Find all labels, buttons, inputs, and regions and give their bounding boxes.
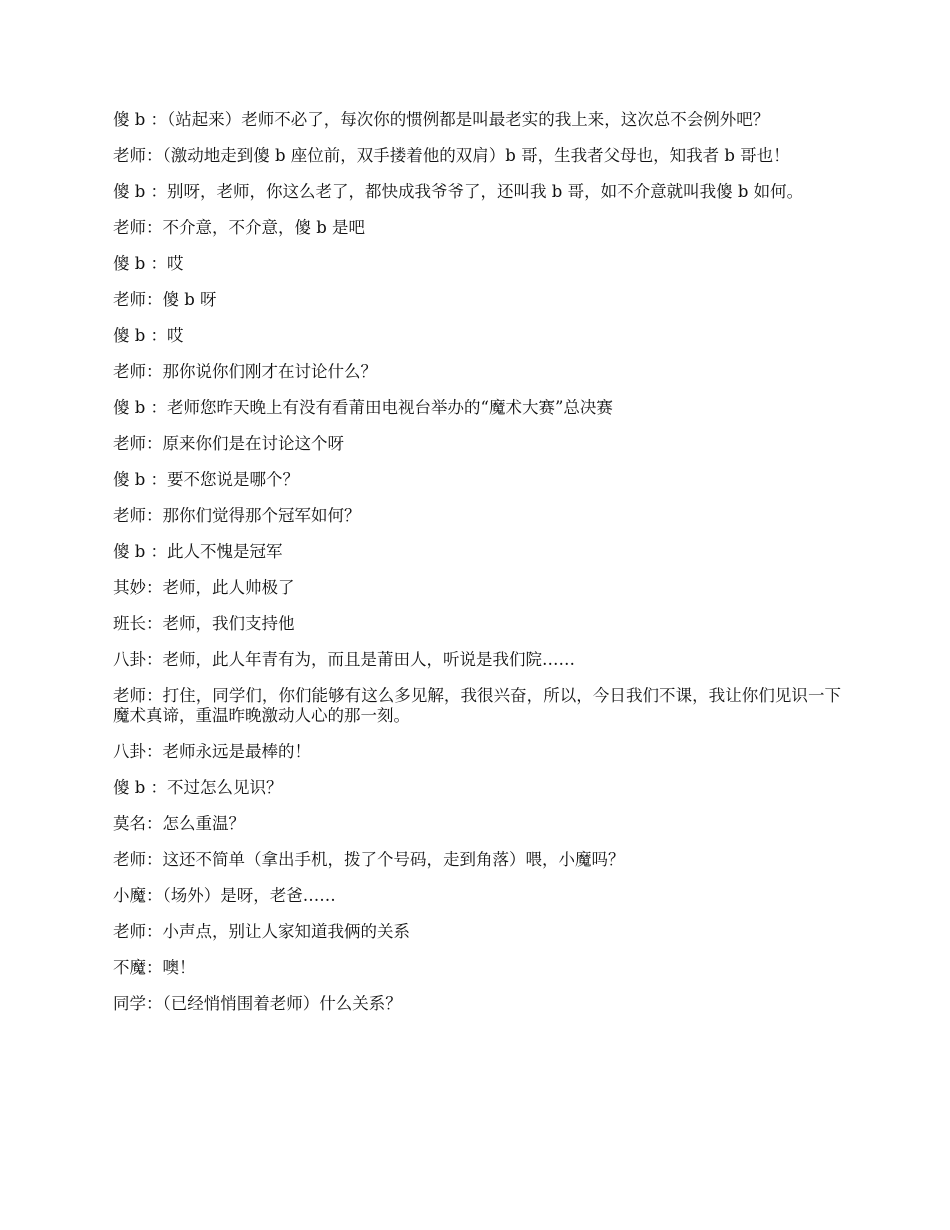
dialogue-line-19: 傻 b ：不过怎么见识？ [113,778,283,797]
dialogue-line-25: 同学：（已经悄悄围着老师）什么关系？ [113,994,402,1013]
dialogue-line-10: 老师：原来你们是在讨论这个呀 [113,434,344,453]
dialogue-line-16: 八卦：老师，此人年青有为，而且是莆田人，听说是我们院…… [113,650,575,669]
dialogue-line-6: 老师：傻 b 呀 [113,290,217,309]
dialogue-line-13: 傻 b ：此人不愧是冠军 [113,542,283,561]
dialogue-body [113,110,841,1030]
dialogue-line-18: 八卦：老师永远是最棒的！ [113,742,311,761]
dialogue-line-14: 其妙：老师，此人帅极了 [113,578,295,597]
dialogue-line-2: 老师：（激动地走到傻 b 座位前，双手搂着他的双肩）b 哥，生我者父母也，知我者 b 哥也！ [113,146,790,165]
dialogue-line-3: 傻 b ：别呀，老师，你这么老了，都快成我爷爷了，还叫我 b 哥，如不介意就叫我傻 b 如何。 [113,182,804,201]
dialogue-line-12: 老师：那你们觉得那个冠军如何？ [113,506,361,525]
dialogue-line-17: 老师：打住，同学们，你们能够有这么多见解，我很兴奋，所以，今日我们不课，我让你们见识一下魔术真谛，重温昨晚激动人心的那一刻。 [113,686,841,725]
dialogue-line-20: 莫名：怎么重温？ [113,814,245,833]
dialogue-line-21: 老师：这还不简单（拿出手机，拨了个号码，走到角落）喂，小魔吗？ [113,850,625,869]
dialogue-line-9: 傻 b ：老师您昨天晚上有没有看莆田电视台举办的“魔术大赛”总决赛 [113,398,613,417]
dialogue-line-15: 班长：老师，我们支持他 [113,614,295,633]
dialogue-line-23: 老师：小声点，别让人家知道我俩的关系 [113,922,410,941]
dialogue-line-24: 不魔：噢！ [113,958,196,977]
dialogue-line-7: 傻 b ：哎 [113,326,184,345]
dialogue-line-4: 老师：不介意，不介意，傻 b 是吧 [113,218,366,237]
dialogue-line-5: 傻 b ：哎 [113,254,184,273]
dialogue-line-1: 傻 b ：（站起来）老师不必了，每次你的惯例都是叫最老实的我上来，这次总不会例外吧？ [113,110,770,129]
dialogue-line-8: 老师：那你说你们刚才在讨论什么？ [113,362,377,381]
dialogue-line-22: 小魔：（场外）是呀，老爸…… [113,886,336,905]
dialogue-line-11: 傻 b ：要不您说是哪个？ [113,470,300,489]
